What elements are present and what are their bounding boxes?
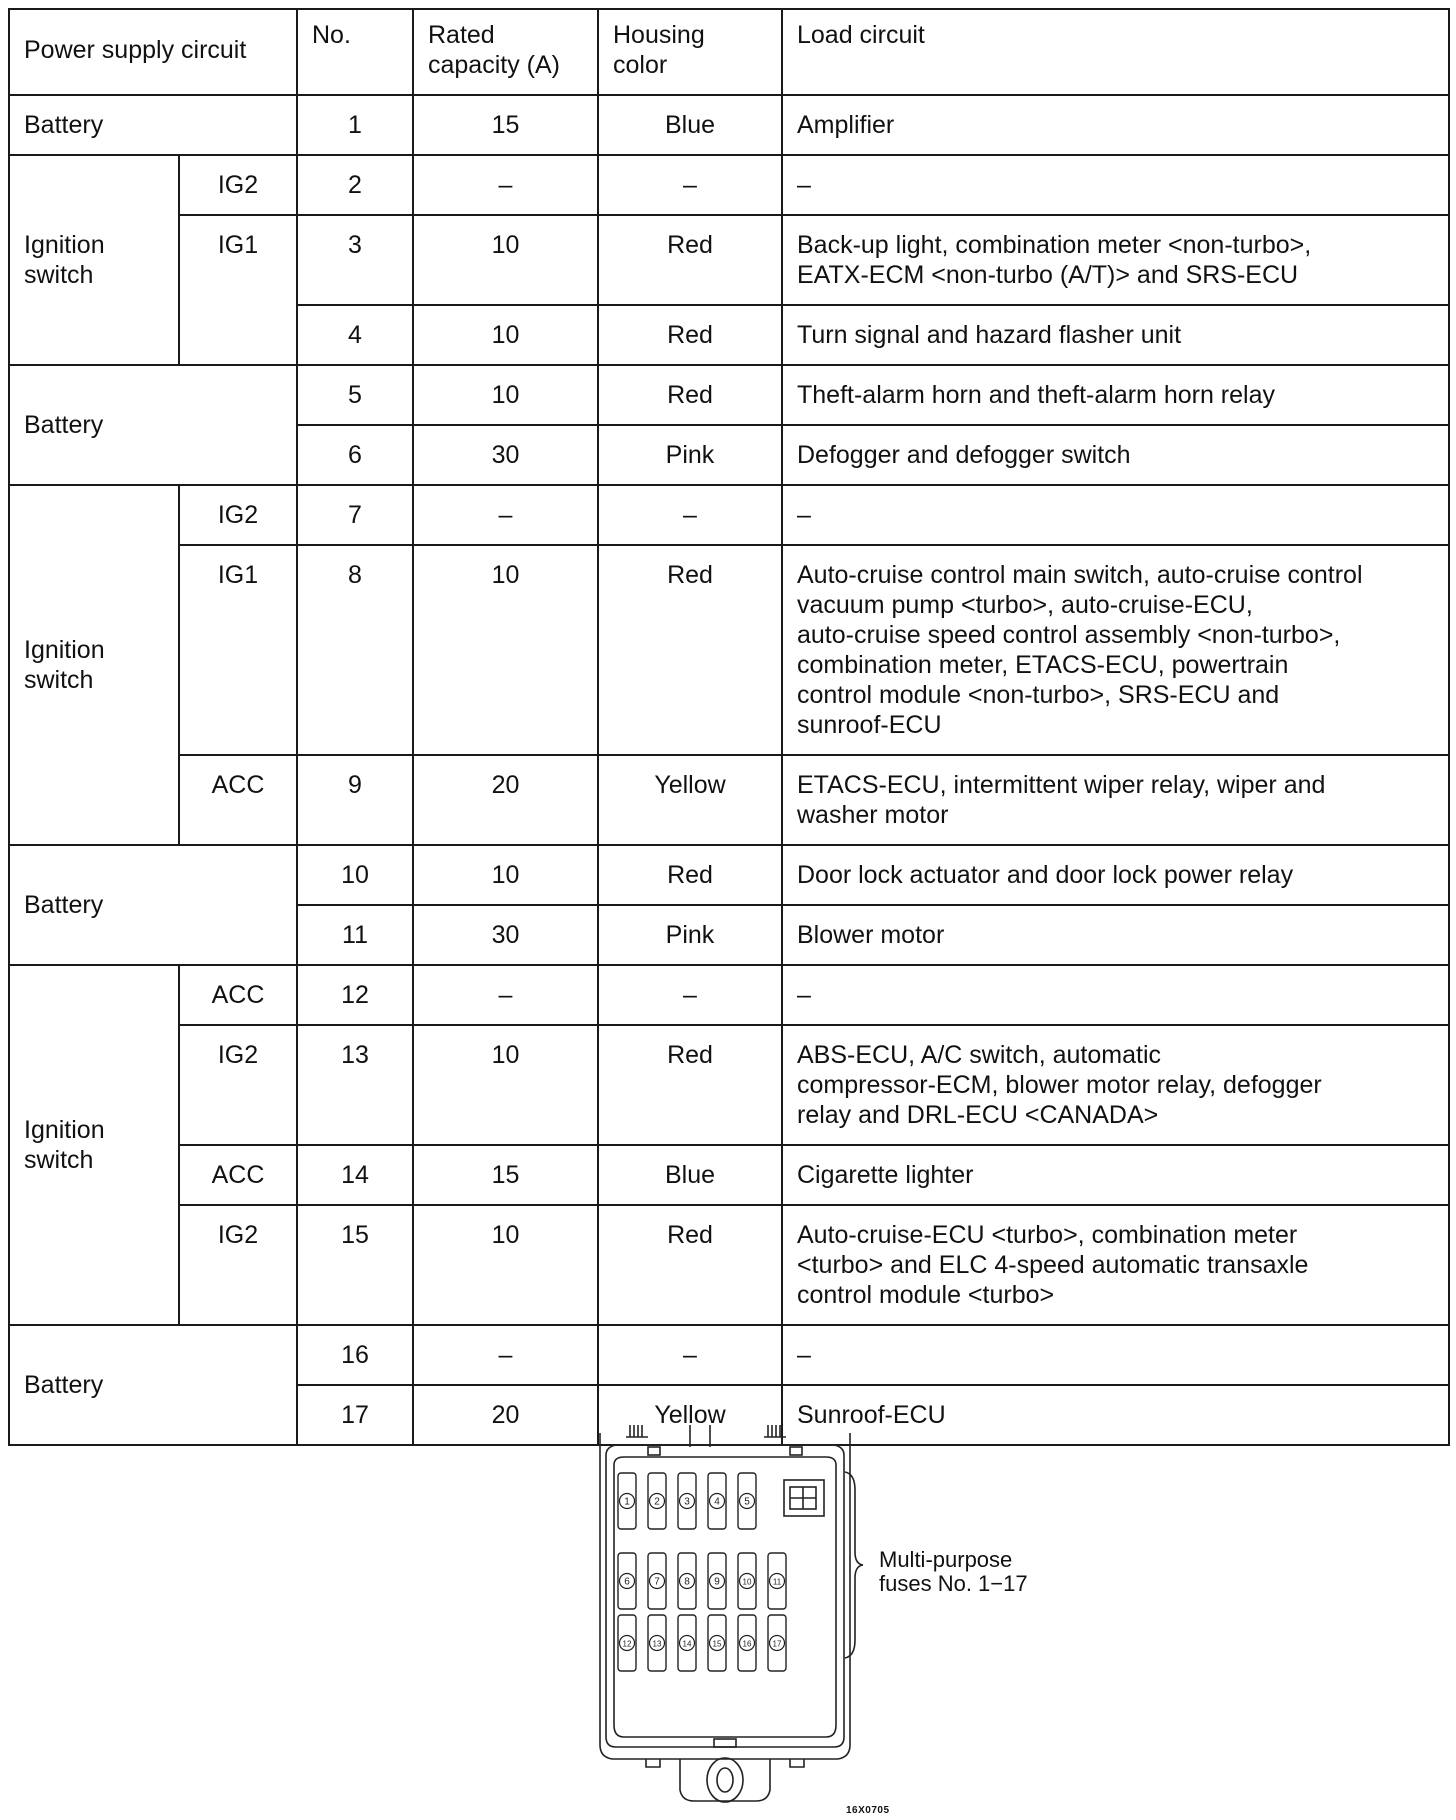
table-row	[9, 1205, 1449, 1325]
header-no: No.	[297, 9, 413, 95]
fuse-slot-number: 14	[682, 1639, 692, 1649]
switch-position: IG2	[179, 1025, 297, 1145]
switch-position: IG2	[179, 1205, 297, 1325]
figure-code: 16X0705	[846, 1805, 890, 1816]
fuse-slot-16	[738, 1615, 756, 1671]
fuse-no: 2	[297, 155, 413, 215]
fuse-no: 11	[297, 905, 413, 965]
housing-color: Pink	[598, 425, 782, 485]
switch-position: ACC	[179, 755, 297, 845]
power-source-battery: Battery	[9, 1325, 297, 1445]
switch-position: IG1	[179, 215, 297, 365]
fuse-no: 13	[297, 1025, 413, 1145]
rated-capacity: 10	[413, 545, 598, 755]
fuse-no: 15	[297, 1205, 413, 1325]
fuse-no: 5	[297, 365, 413, 425]
fuse-slot-4	[708, 1473, 726, 1529]
fuse-slot-number: 4	[714, 1496, 720, 1508]
housing-color: –	[598, 965, 782, 1025]
fuse-slot-number: 12	[622, 1639, 632, 1649]
fuse-slot-number: 6	[624, 1576, 630, 1588]
fuse-slot-7	[648, 1553, 666, 1609]
table-header-row	[9, 9, 1449, 95]
fuse-no: 7	[297, 485, 413, 545]
fuse-slot-11	[768, 1553, 786, 1609]
housing-color: Red	[598, 365, 782, 425]
table-row	[9, 155, 1449, 215]
load-circuit: Turn signal and hazard flasher unit	[782, 305, 1449, 365]
load-circuit: –	[782, 965, 1449, 1025]
fuse-no: 10	[297, 845, 413, 905]
header-housing: Housing color	[598, 9, 782, 95]
fuse-slot-number: 7	[654, 1576, 660, 1588]
header-rated: Rated capacity (A)	[413, 9, 598, 95]
load-circuit: Back-up light, combination meter <non-turbo>, EATX-ECM <non-turbo (A/T)> and SRS-ECU	[782, 215, 1449, 305]
housing-color: Yellow	[598, 755, 782, 845]
fuse-slot-8	[678, 1553, 696, 1609]
fuse-no: 3	[297, 215, 413, 305]
table-row	[9, 1325, 1449, 1385]
housing-color: Red	[598, 215, 782, 305]
fuse-slot-number: 3	[684, 1496, 690, 1508]
fuse-box-diagram	[590, 1425, 860, 1805]
rated-capacity: 15	[413, 1145, 598, 1205]
housing-color: –	[598, 1325, 782, 1385]
table-row	[9, 1025, 1449, 1145]
fuse-slot-number: 8	[684, 1576, 690, 1588]
switch-position: IG2	[179, 155, 297, 215]
housing-color: Red	[598, 1025, 782, 1145]
housing-color: Yellow	[598, 1385, 782, 1445]
fuse-slot-13	[648, 1615, 666, 1671]
housing-color: Red	[598, 1205, 782, 1325]
housing-color: Pink	[598, 905, 782, 965]
rated-capacity: 15	[413, 95, 598, 155]
power-source-ignition-switch: Ignition switch	[9, 485, 179, 845]
housing-color: Red	[598, 845, 782, 905]
rated-capacity: –	[413, 485, 598, 545]
load-circuit: Amplifier	[782, 95, 1449, 155]
fuse-slot-15	[708, 1615, 726, 1671]
housing-color: Blue	[598, 1145, 782, 1205]
load-circuit: Sunroof-ECU	[782, 1385, 1449, 1445]
fuse-slot-number: 16	[742, 1639, 752, 1649]
housing-color: –	[598, 485, 782, 545]
table-row	[9, 215, 1449, 305]
fuse-slot-number: 17	[772, 1639, 782, 1649]
fuse-slot-1	[618, 1473, 636, 1529]
fuse-slot-9	[708, 1553, 726, 1609]
load-circuit: –	[782, 1325, 1449, 1385]
fuse-no: 14	[297, 1145, 413, 1205]
switch-position: IG2	[179, 485, 297, 545]
load-circuit: Theft-alarm horn and theft-alarm horn relay	[782, 365, 1449, 425]
power-source-battery: Battery	[9, 845, 297, 965]
fuse-no: 1	[297, 95, 413, 155]
table-row	[9, 95, 1449, 155]
load-circuit: Cigarette lighter	[782, 1145, 1449, 1205]
power-source-ignition-switch: Ignition switch	[9, 965, 179, 1325]
table-row	[9, 965, 1449, 1025]
fuse-no: 16	[297, 1325, 413, 1385]
rated-capacity: 10	[413, 1025, 598, 1145]
fuse-slot-17	[768, 1615, 786, 1671]
table-row	[9, 755, 1449, 845]
fuse-slot-6	[618, 1553, 636, 1609]
load-circuit: ETACS-ECU, intermittent wiper relay, wiper and washer motor	[782, 755, 1449, 845]
fuse-no: 17	[297, 1385, 413, 1445]
load-circuit: ABS-ECU, A/C switch, automatic compressor-ECM, blower motor relay, defogger relay and DRL-ECU <CANADA>	[782, 1025, 1449, 1145]
switch-position: ACC	[179, 1145, 297, 1205]
housing-color: Red	[598, 545, 782, 755]
fuse-no: 8	[297, 545, 413, 755]
switch-position: ACC	[179, 965, 297, 1025]
housing-color: –	[598, 155, 782, 215]
fuse-slot-number: 10	[742, 1577, 752, 1587]
fuse-slot-number: 13	[652, 1639, 662, 1649]
fuse-slot-12	[618, 1615, 636, 1671]
housing-color: Red	[598, 305, 782, 365]
fuse-slot-number: 9	[714, 1576, 720, 1588]
header-load: Load circuit	[782, 9, 1449, 95]
fuse-table	[8, 8, 1450, 1446]
power-source-ignition-switch: Ignition switch	[9, 155, 179, 365]
table-row	[9, 1145, 1449, 1205]
fuse-no: 4	[297, 305, 413, 365]
fuse-callout-text: Multi-purpose fuses No. 1−17	[879, 1547, 1028, 1596]
rated-capacity: –	[413, 155, 598, 215]
rated-capacity: 10	[413, 845, 598, 905]
rated-capacity: 10	[413, 365, 598, 425]
fuse-cells	[618, 1473, 786, 1671]
fuse-slot-14	[678, 1615, 696, 1671]
housing-color: Blue	[598, 95, 782, 155]
rated-capacity: 30	[413, 425, 598, 485]
rated-capacity: 10	[413, 1205, 598, 1325]
load-circuit: Auto-cruise-ECU <turbo>, combination meter <turbo> and ELC 4-speed automatic transaxle control module <turbo>	[782, 1205, 1449, 1325]
rated-capacity: 20	[413, 755, 598, 845]
brace-icon	[843, 1470, 865, 1660]
rated-capacity: 30	[413, 905, 598, 965]
load-circuit: –	[782, 155, 1449, 215]
fuse-no: 12	[297, 965, 413, 1025]
rated-capacity: –	[413, 965, 598, 1025]
fuse-slot-5	[738, 1473, 756, 1529]
load-circuit: Blower motor	[782, 905, 1449, 965]
fuse-slot-10	[738, 1553, 756, 1609]
load-circuit: –	[782, 485, 1449, 545]
fuse-slot-number: 11	[772, 1577, 782, 1587]
load-circuit: Door lock actuator and door lock power relay	[782, 845, 1449, 905]
power-source-battery: Battery	[9, 95, 297, 155]
fuse-no: 9	[297, 755, 413, 845]
fuse-no: 6	[297, 425, 413, 485]
fuse-slot-number: 1	[624, 1496, 630, 1508]
load-circuit: Defogger and defogger switch	[782, 425, 1449, 485]
power-source-battery: Battery	[9, 365, 297, 485]
table-row	[9, 845, 1449, 905]
fuse-callout	[879, 1548, 1028, 1596]
rated-capacity: –	[413, 1325, 598, 1385]
table-row	[9, 365, 1449, 425]
rated-capacity: 10	[413, 215, 598, 305]
rated-capacity: 20	[413, 1385, 598, 1445]
switch-position: IG1	[179, 545, 297, 755]
rated-capacity: 10	[413, 305, 598, 365]
fuse-slot-3	[678, 1473, 696, 1529]
load-circuit: Auto-cruise control main switch, auto-cruise control vacuum pump <turbo>, auto-cruise-ECU, auto-cruise speed control assembly <non-turbo>, combination meter, ETACS-ECU, powertrain control module <non-turbo>, SRS-ECU and sunroof-ECU	[782, 545, 1449, 755]
fuse-slot-number: 2	[654, 1496, 660, 1508]
fuse-slot-number: 15	[712, 1639, 722, 1649]
fuse-slot-2	[648, 1473, 666, 1529]
fuse-slot-number: 5	[744, 1496, 750, 1508]
header-power-supply: Power supply circuit	[9, 9, 297, 95]
table-row	[9, 485, 1449, 545]
table-row	[9, 545, 1449, 755]
